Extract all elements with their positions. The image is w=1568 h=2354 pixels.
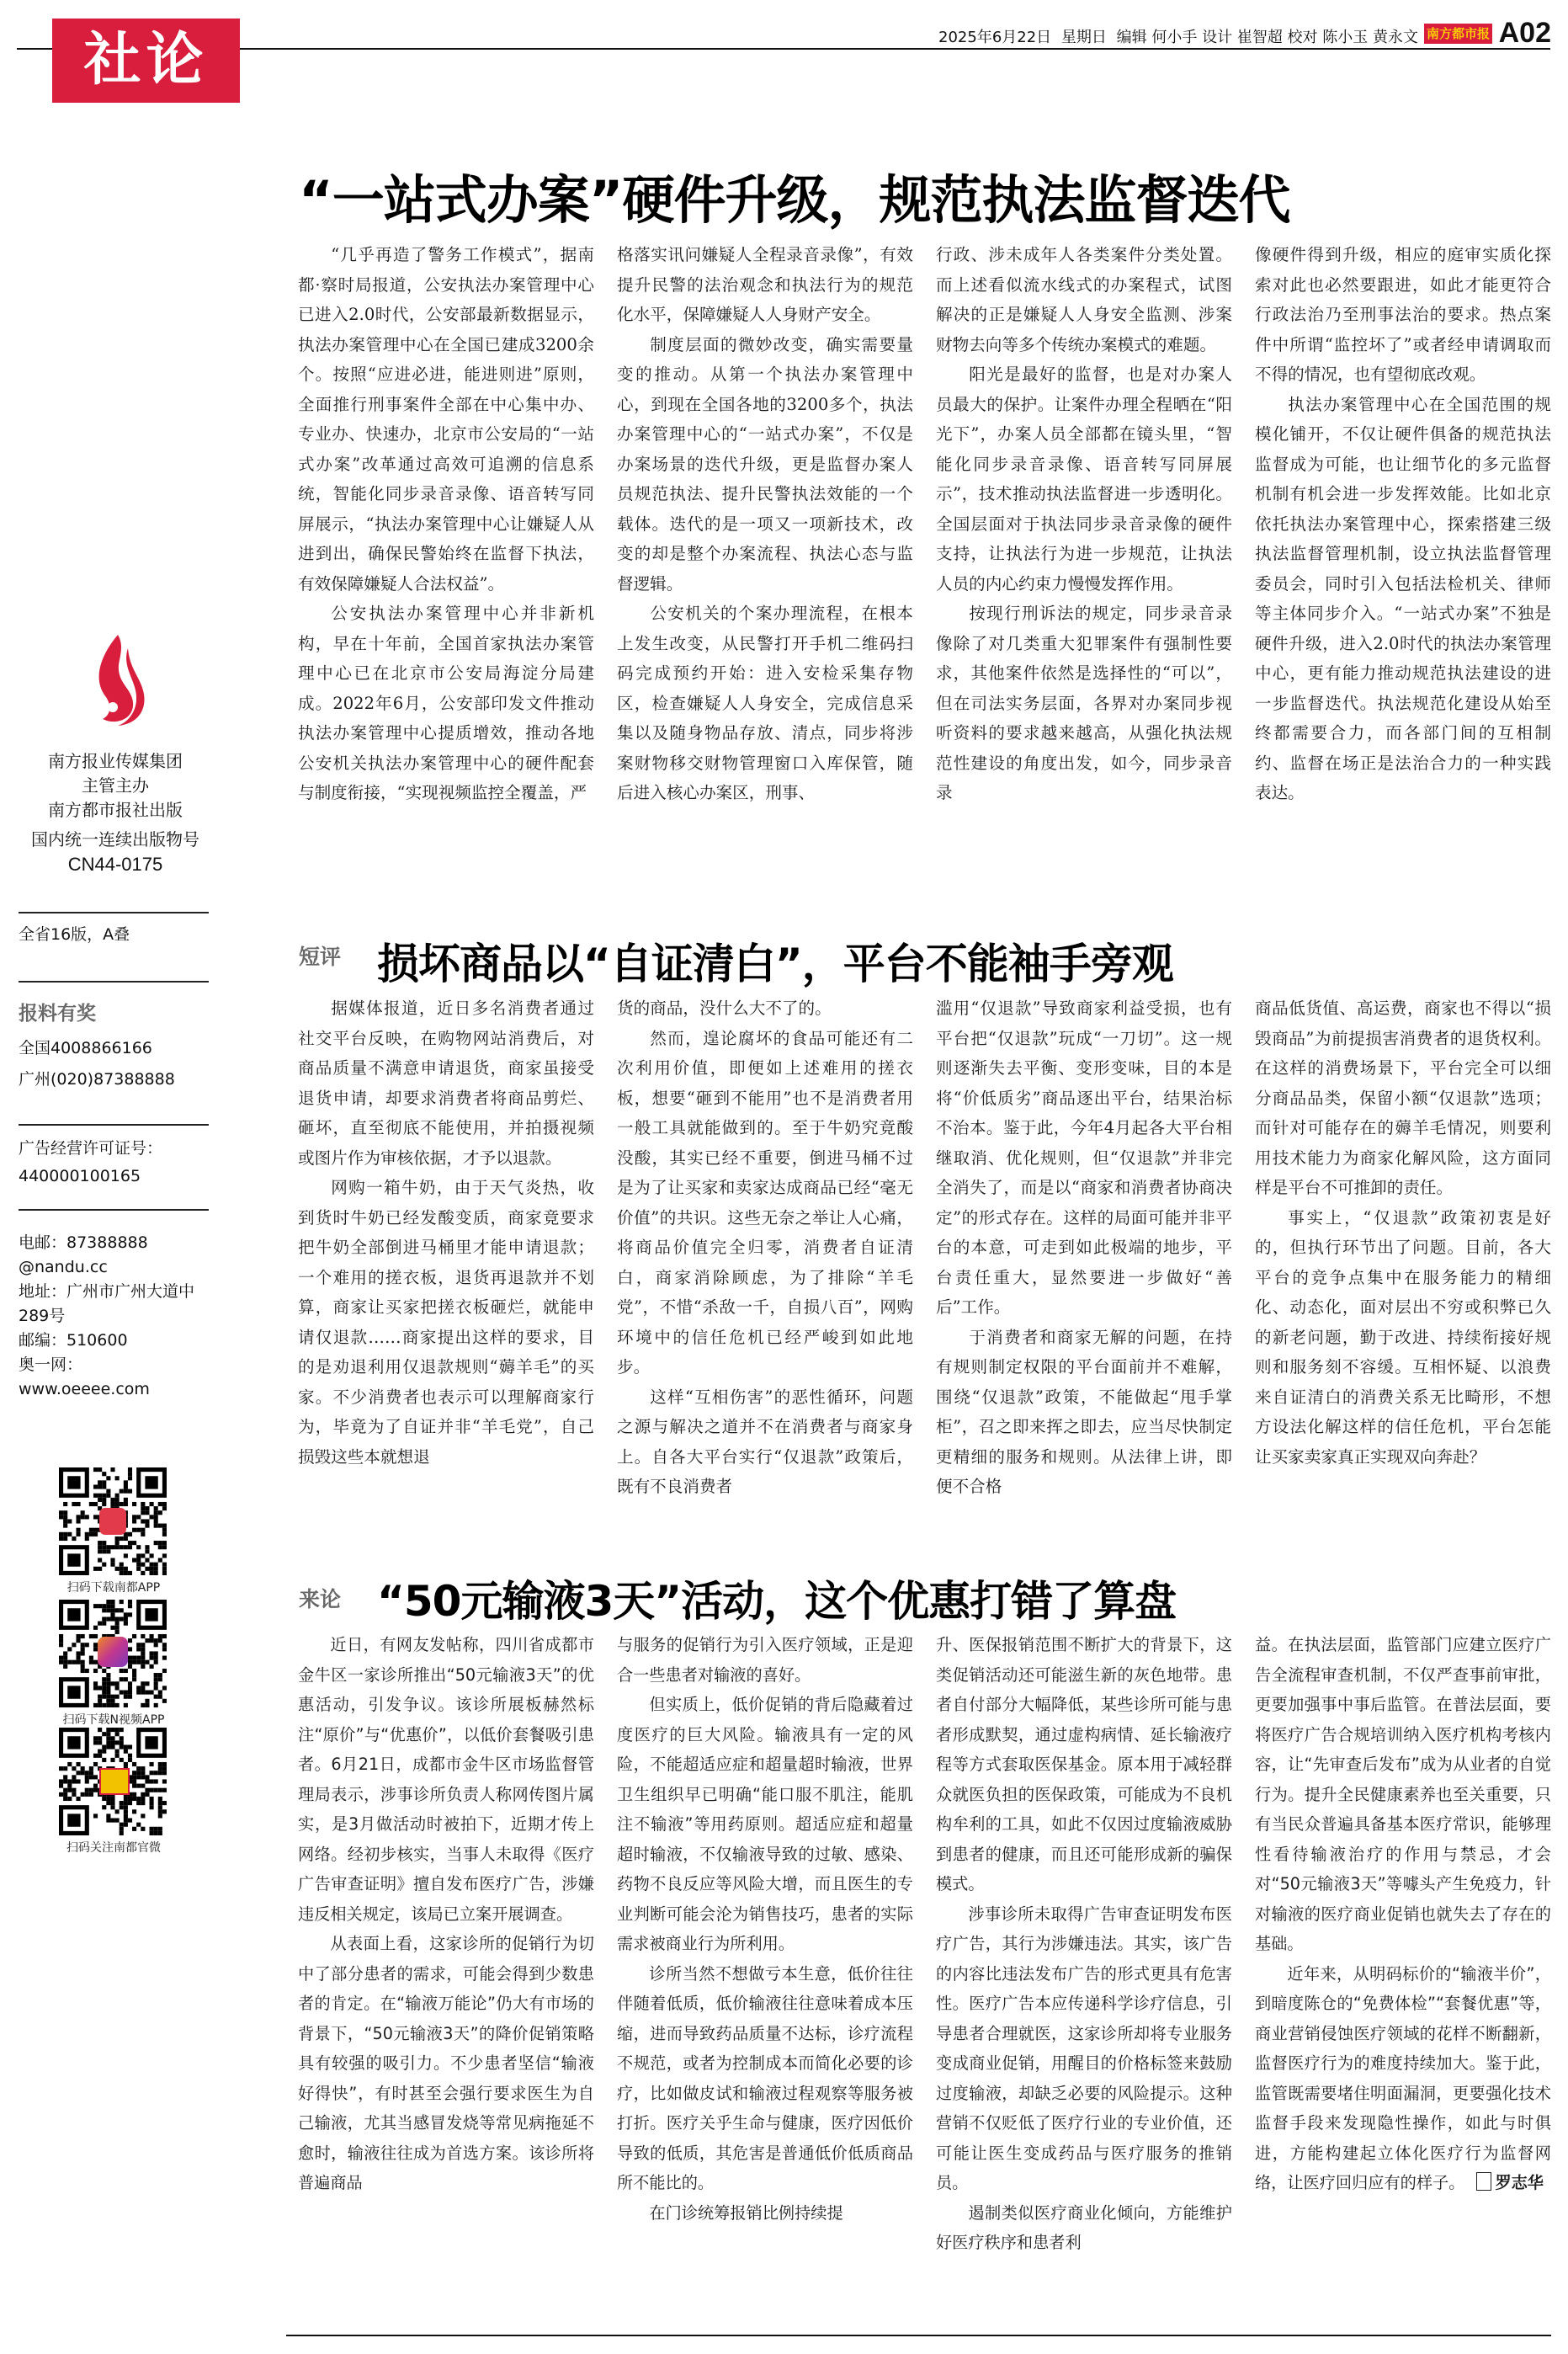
article-3-body — [298, 1630, 1552, 2258]
article-3-column — [298, 1630, 594, 2258]
issn-label: 国内统一连续出版物号 — [31, 829, 199, 849]
paragraph: 在门诊统筹报销比例持续提 — [649, 2202, 843, 2223]
qr-block[interactable] — [59, 1467, 185, 1595]
paragraph: 据媒体报道，近日多名消费者通过社交平台反映，在购物网站消费后，对商品质量不满意申请退货，商家虽接受退货申请，却要求消费者将商品剪烂、砸坏，直至彻底不能使用，并拍摄视频或图片作为审核依据，才予以退款。 — [298, 999, 594, 1168]
article-1-column — [1255, 240, 1551, 808]
page-number: A02 — [1498, 17, 1551, 49]
paragraph: 于消费者和商家无解的问题，在持有规则制定权限的平台面前并不难解，围绕“仅退款”政策，不能做起“甩手掌柜”，召之即来挥之即去，应当尽快制定更精细的服务和规则。从法律上讲，即便不合格 — [936, 1327, 1232, 1496]
qr-block[interactable] — [59, 1728, 185, 1856]
issue-date: 2025年6月22日 — [938, 29, 1052, 46]
paragraph: 公安执法办案管理中心并非新机构，早在十年前，全国首家执法办案管理中心已在北京市公安局海淀分局建成。2022年6月，公安部印发文件推动执法办案管理中心提质增效，推动各地公安机关执法办案管理中心的硬件配套与制度衔接，“实现视频监控全覆盖，严 — [298, 604, 594, 802]
paragraph: 网购一箱牛奶，由于天气炎热，收到货时牛奶已经发酸变质，商家竟要求把牛奶全部倒进马桶里才能申请退款；一个难用的搓衣板，退货再退款并不划算，商家让买家把搓衣板砸烂，就能申请仅退款……商家提出这样的要求，目的是劝退利用仅退款规则“薅羊毛”的买家。不少消费者也表示可以理解商家行为，毕竟为了自证并非“羊毛党”，自己损毁这些本就想退 — [298, 1178, 594, 1467]
sidebar-divider — [19, 981, 209, 983]
sidebar-divider — [19, 912, 209, 913]
qr-block[interactable] — [59, 1600, 185, 1728]
staff-credits: 编辑 何小手 设计 崔智超 校对 陈小玉 黄永文 — [1116, 29, 1418, 46]
contact-line: 地址：广州市广州大道中 — [19, 1282, 195, 1301]
paragraph: 近年来，从明码标价的“输液半价”，到暗度陈仓的“免费体检”“套餐优惠”等，商业营销侵蚀医疗领域的花样不断翻新，监督医疗行为的难度持续加大。鉴于此，监管既需要堵住明面漏洞，更要强化技术监督手段来发现隐性操作，如此与时俱进，方能构建起立体化医疗行为监督网络，让医疗回归应有的样子。 罗志华 — [1255, 1963, 1551, 2192]
article-1-headline: “一站式办案”硬件升级，规范执法监督迭代 — [299, 169, 1290, 231]
paragraph: 格落实讯问嫌疑人全程录音录像”，有效提升民警的法治观念和执法行为的规范化水平，保障嫌疑人人身财产安全。 — [617, 245, 913, 324]
nandu-weibo-icon — [99, 1768, 130, 1795]
paragraph: 执法办案管理中心在全国范围的规模化铺开，不仅让硬件俱备的规范执法监督成为可能，也让细节化的多元监督机制有机会进一步发挥效能。比如北京依托执法办案管理中心，探索搭建三级执法监督管理机制，设立执法监督管理委员会，同时引入包括法检机关、律师等主体同步介入。“一站式办案”不独是硬件升级，进入2.0时代的执法办案管理中心，更有能力推动规范执法建设的进一步监督迭代。执法规范化建设从始至终都需要合力，而各部门间的互相制约、监督在场正是法治合力的一种实践表达。 — [1255, 394, 1551, 802]
qr-caption: 扫码下载南都APP — [66, 1581, 161, 1595]
paragraph: 公安机关的个案办理流程，在根本上发生改变，从民警打开手机二维码扫码完成预约开始：进入安检采集存物区，检查嫌疑人人身安全，完成信息采集以及随身物品存放、清点，同步将涉案财物移交财物管理窗口入库保管，随后进入核心办案区，刑事、 — [617, 604, 913, 802]
article-1-column — [936, 240, 1232, 808]
paragraph: 涉事诊所未取得广告审查证明发布医疗广告，其行为涉嫌违法。其实，该广告的内容比违法发布广告的形式更具有危害性。医疗广告本应传递科学诊疗信息，引导患者合理就医，这家诊所却将专业服务变成商业促销，用醒目的价格标签来鼓励过度输液，却缺乏必要的风险提示。这种营销不仅贬低了医疗行业的专业价值，还可能让医生变成药品与医疗服务的推销员。 — [936, 1904, 1232, 2192]
article-2-column — [936, 993, 1232, 1502]
paragraph: 制度层面的微妙改变，确实需要量变的推动。从第一个执法办案管理中心，到现在全国各地的3200多个，执法办案管理中心的“一站式办案”，不仅是办案场景的迭代升级，更是监督办案人员规范执法、提升民警执法效能的一个载体。迭代的是一项又一项新技术，改变的却是整个办案流程、执法心态与监督逻辑。 — [617, 334, 913, 594]
contact-line: 289号 — [19, 1307, 66, 1325]
license-label: 广告经营许可证号： — [19, 1139, 163, 1158]
article-2-column — [1255, 993, 1551, 1502]
article-2-column — [298, 993, 594, 1502]
author-byline: 罗志华 — [1495, 2173, 1544, 2192]
paragraph: 近日，有网友发帖称，四川省成都市金牛区一家诊所推出“50元输液3天”的优惠活动，引发争议。该诊所展板赫然标注“原价”与“优惠价”，以低价套餐吸引患者。6月21日，成都市金牛区市场监督管理局表示，涉事诊所负责人称网传图片属实，是3月做活动时被拍下，近期才传上网络。经初步核实，当事人未取得《医疗广告审查证明》擅自发布医疗广告，涉嫌违反相关规定，该局已立案开展调查。 — [298, 1635, 594, 1924]
paragraph: 事实上，“仅退款”政策初衷是好的，但执行环节出了问题。目前，各大平台的竞争点集中在服务能力的精细化、动态化，面对层出不穷或积弊已久的新老问题，勤于改进、持续衔接好规则和服务刻不容缓。互相怀疑、以浪费来自证清白的消费关系无比畸形，不想方设法化解这样的信任危机，平台怎能让买家卖家真正实现双向奔赴？ — [1255, 1207, 1551, 1467]
publisher-info — [19, 749, 212, 876]
contact-line: 邮编：510600 — [19, 1331, 128, 1350]
header-meta — [933, 25, 1418, 47]
tips-hotline: 全国4008866166 — [19, 1039, 152, 1057]
issue-weekday: 星期日 — [1060, 29, 1107, 46]
paragraph: 与服务的促销行为引入医疗领域，正是迎合一些患者对输液的喜好。 — [617, 1635, 913, 1685]
article-3-column — [936, 1630, 1232, 2258]
paragraph: 诊所当然不想做亏本生意，低价往往伴随着低质，低价输液往往意味着成本压缩，进而导致药品质量不达标，诊疗流程不规范，或者为控制成本而简化必要的诊疗，比如做皮试和输液过程观察等服务被打折。医疗关乎生命与健康，医疗因低价导致的低质，其危害是普通低价低质商品所不能比的。 — [617, 1963, 913, 2192]
header-rule — [17, 48, 1550, 50]
website-link[interactable]: www.oeeee.com — [19, 1380, 150, 1398]
article-1-column — [617, 240, 913, 808]
issn-number: CN44-0175 — [67, 854, 163, 875]
article-1-body — [298, 240, 1552, 808]
paragraph: 行政、涉未成年人各类案件分类处置。而上述看似流水线式的办案程式，试图解决的正是嫌疑人人身安全监测、涉案财物去向等多个传统办案模式的难题。 — [936, 245, 1232, 354]
publisher-line: 南方报业传媒集团 — [48, 751, 183, 771]
tips-section — [19, 1002, 221, 1092]
paragraph: 益。在执法层面，监管部门应建立医疗广告全流程审查机制，不仅严查事前审批，更要加强事中事后监管。在普法层面，要将医疗广告合规培训纳入医疗机构考核内容，让“先审查后发布”成为从业者的自觉行为。提升全民健康素养也至关重要，只有当民众普遍具备基本医疗常识，能够理性看待输液治疗的作用与禁忌，才会对“50元输液3天”等噱头产生免疫力，针对输液的医疗商业促销也就失去了存在的基础。 — [1255, 1635, 1551, 1953]
paragraph: 商品低货值、高运费，商家也不得以“损毁商品”为前提损害消费者的退货权利。在这样的消费场景下，平台完全可以细分商品品类，保留小额“仅退款”选项；而针对可能存在的薅羊毛情况，则要利用技术能力为商家化解风险，这方面同样是平台不可推卸的责任。 — [1255, 999, 1551, 1197]
edition-info: 全省16版，A叠 — [19, 925, 130, 944]
article-3-column — [1255, 1630, 1551, 2258]
article-2-headline: 损坏商品以“自证清白”，平台不能袖手旁观 — [377, 940, 1173, 988]
article-1-column — [298, 240, 594, 808]
paragraph: “几乎再造了警务工作模式”，据南都·察时局报道，公安执法办案管理中心已进入2.0时代，公安部最新数据显示，执法办案管理中心在全国已建成3200余个。按照“应进必进，能进则进”原则，全面推行刑事案件全部在中心集中办、专业办、快速办，北京市公安局的“一站式办案”改革通过高效可追溯的信息系统，智能化同步录音录像、语音转写同屏展示，“执法办案管理中心让嫌疑人从进到出，确保民警始终在监督下执法，有效保障嫌疑人合法权益”。 — [298, 245, 594, 594]
contact-line: 电邮：87388888 — [19, 1233, 148, 1252]
paragraph: 遏制类似医疗商业化倾向，方能维护好医疗秩序和患者利 — [936, 2202, 1232, 2252]
nandu-app-icon — [99, 1508, 126, 1535]
section-tag: 社论 — [52, 19, 240, 103]
license-number: 440000100165 — [19, 1167, 141, 1185]
paragraph: 按现行刑诉法的规定，同步录音录像除了对几类重大犯罪案件有强制性要求，其他案件依然是选择性的“可以”，但在司法实务层面，各界对办案同步视听资料的要求越来越高，从强化执法规范性建设的角度出发，如今，同步录音录 — [936, 604, 1232, 802]
article-3-kicker: 来论 — [299, 1587, 342, 1611]
ad-license — [19, 1137, 221, 1189]
contact-line: 奥一网： — [19, 1355, 83, 1374]
masthead-logo: 南方都市报 — [1424, 24, 1492, 44]
article-2-kicker: 短评 — [299, 945, 342, 969]
sidebar-divider — [19, 1124, 209, 1126]
qr-caption: 扫码关注南都官微 — [66, 1841, 161, 1855]
publisher-line: 主管主办 — [82, 775, 149, 796]
sidebar-divider — [19, 1209, 209, 1211]
paragraph: 但实质上，低价促销的背后隐藏着过度医疗的巨大风险。输液具有一定的风险，不能超适应症和超量超时输液，世界卫生组织早已明确“能口服不肌注，能肌注不输液”等用药原则。超适应症和超量超时输液，不仅输液导致的过敏、感染、药物不良反应等风险大增，而且医生的专业判断可能会沦为销售技巧，患者的实际需求被商业行为所利用。 — [617, 1695, 913, 1953]
flame-logo-icon — [84, 631, 151, 732]
article-2-column — [617, 993, 913, 1502]
qr-caption: 扫码下载N视频APP — [62, 1713, 165, 1727]
tips-heading: 报料有奖 — [19, 1003, 96, 1025]
paragraph: 滥用“仅退款”导致商家利益受损，也有平台把“仅退款”玩成“一刀切”。这一规则逐渐失去平衡、变形变味，目的本是将“价低质劣”商品逐出平台，结果治标不治本。鉴于此，今年4月起各大平台相继取消、优化规则，但“仅退款”并非完全消失了，而是以“商家和消费者协商决定”的形式存在。这样的局面可能并非平台的本意，可走到如此极端的地步，平台责任重大，显然要进一步做好“善后”工作。 — [936, 999, 1232, 1317]
nvideo-app-icon — [98, 1637, 128, 1667]
contact-line: @nandu.cc — [19, 1258, 108, 1276]
byline-marker-icon — [1476, 2172, 1491, 2191]
paragraph: 货的商品，没什么大不了的。 — [617, 999, 832, 1018]
paragraph: 像硬件得到升级，相应的庭审实质化探索对此也必然要跟进，如此才能更符合行政法治乃至刑事法治的要求。热点案件中所谓“监控坏了”或者经申请调取而不得的情况，也有望彻底改观。 — [1255, 245, 1551, 384]
contact-info — [19, 1231, 221, 1402]
paragraph: 阳光是最好的监督，也是对办案人员最大的保护。让案件办理全程晒在“阳光下”，办案人员全部都在镜头里，“智能化同步录音录像、语音转写同屏展示”，技术推动执法监督进一步透明化。全国层面对于执法同步录音录像的硬件支持，让执法行为进一步规范，让执法人员的内心约束力慢慢发挥作用。 — [936, 365, 1232, 594]
footer-rule — [286, 2335, 1551, 2336]
article-3-column — [617, 1630, 913, 2258]
tips-hotline: 广州(020)87388888 — [19, 1070, 175, 1089]
publisher-line: 南方都市报社出版 — [48, 800, 183, 820]
paragraph: 然而，遑论腐坏的食品可能还有二次利用价值，即便如上述难用的搓衣板，想要“砸到不能用”也不是消费者用一般工具就能做到的。至于牛奶究竟酸没酸，其实已经不重要，倒进马桶不过是为了让买家和卖家达成商品已经“毫无价值”的共识。这些无奈之举让人心痛，将商品价值完全归零，消费者自证清白，商家消除顾虑，为了排除“羊毛党”，不惜“杀敌一千，自损八百”，网购环境中的信任危机已经严峻到如此地步。 — [617, 1028, 913, 1377]
article-3-headline: “50元输液3天”活动，这个优惠打错了算盘 — [377, 1577, 1177, 1626]
paragraph: 从表面上看，这家诊所的促销行为切中了部分患者的需求，可能会得到少数患者的肯定。在“输液万能论”仍大有市场的背景下，“50元输液3天”的降价促销策略具有较强的吸引力。不少患者坚信“输液好得快”，有时甚至会强行要求医生为自己输液，尤其当感冒发烧等常见病拖延不愈时，输液往往成为首选方案。该诊所将普遍商品 — [298, 1934, 594, 2192]
article-2-body — [298, 993, 1552, 1502]
paragraph: 升、医保报销范围不断扩大的背景下，这类促销活动还可能滋生新的灰色地带。患者自付部分大幅降低，某些诊所可能与患者形成默契，通过虚构病情、延长输液疗程等方式套取医保基金。原本用于减轻群众就医负担的医保政策，可能成为不良机构牟利的工具，如此不仅因过度输液威胁到患者的健康，而且还可能形成新的骗保模式。 — [936, 1635, 1232, 1893]
paragraph: 这样“互相伤害”的恶性循环，问题之源与解决之道并不在消费者与商家身上。自各大平台实行“仅退款”政策后，既有不良消费者 — [617, 1387, 913, 1496]
